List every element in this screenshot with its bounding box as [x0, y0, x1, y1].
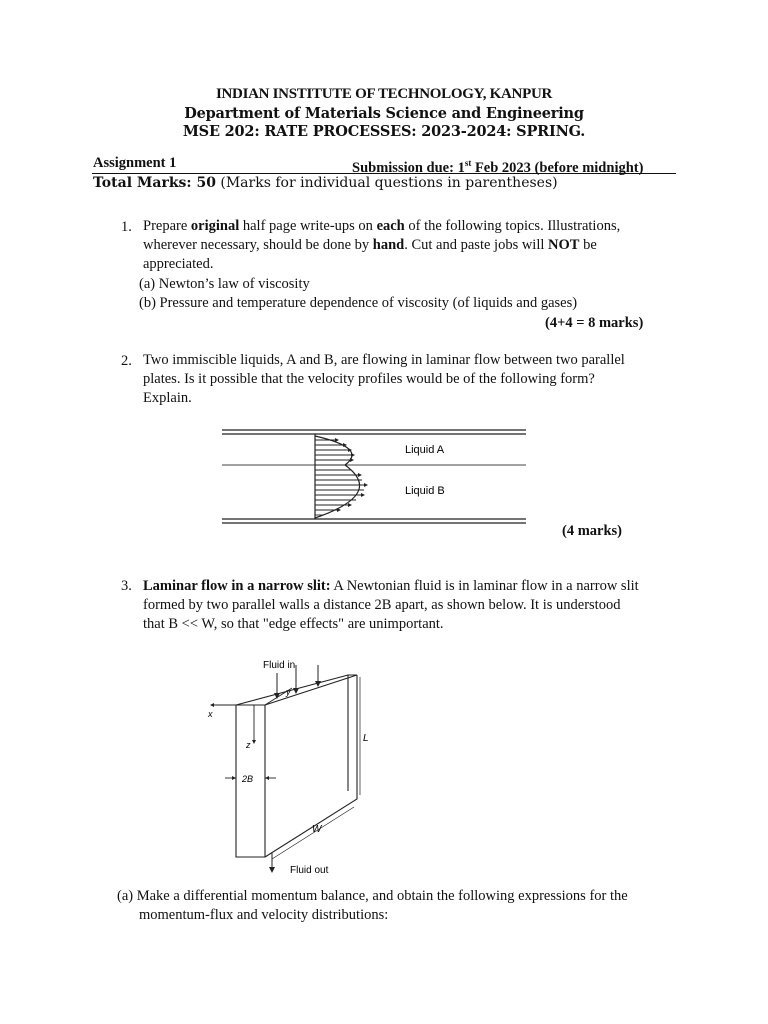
q3-line2: formed by two parallel walls a distance 2B apart, as shown below. It is understood	[143, 597, 621, 613]
fluid-in-label: Fluid in	[263, 660, 296, 671]
q1-line2	[143, 236, 683, 255]
q2-line2: plates. Is it possible that the velocity profiles would be of the following form?	[143, 371, 595, 387]
total-label: Total Marks: 50	[93, 175, 216, 191]
q1-l2a: wherever necessary, should be done by	[143, 237, 373, 253]
q1-t2: half page write-ups on	[239, 218, 377, 234]
q1-number: 1.	[121, 219, 132, 235]
y-axis-label: y	[286, 687, 291, 697]
q1-t3: of the following topics. Illustrations,	[404, 218, 621, 234]
q1-hand: hand	[372, 237, 405, 253]
due-prefix: Submission due: 1	[352, 159, 465, 176]
total-marks	[93, 174, 558, 193]
q3-line1	[143, 577, 683, 596]
q3-number: 3.	[121, 578, 132, 594]
liquid-a-label: Liquid A	[405, 444, 445, 456]
q1-marks: (4+4 = 8 marks)	[545, 315, 644, 331]
total-note: (Marks for individual questions in parentheses)	[215, 175, 558, 191]
institute-title: INDIAN INSTITUTE OF TECHNOLOGY, KANPUR	[215, 86, 553, 102]
q1-not: NOT	[548, 237, 580, 253]
q3-part-a-line1: (a) Make a differential momentum balance, and obtain the following expressions for the	[117, 888, 628, 904]
liquid-b-label: Liquid B	[405, 485, 445, 497]
q1-item-a: (a) Newton’s law of viscosity	[139, 276, 310, 292]
q2-number: 2.	[121, 353, 132, 369]
q1-l2e: be	[579, 237, 597, 253]
q1-text	[143, 217, 683, 274]
q1-original: original	[190, 218, 240, 234]
q2-line3: Explain.	[143, 390, 192, 406]
course-title: MSE 202: RATE PROCESSES: 2023-2024: SPRING.	[182, 123, 586, 140]
due-sup: st	[464, 158, 472, 168]
q3-part-a-line2: momentum-flux and velocity distributions:	[139, 907, 389, 923]
velocity-profile-figure	[220, 428, 530, 526]
q1-line3: appreciated.	[143, 256, 214, 272]
x-axis-label: x	[208, 709, 213, 719]
due-suffix: Feb 2023 (before midnight)	[471, 159, 644, 176]
q1-line1	[143, 217, 683, 236]
z-axis-label: z	[246, 740, 251, 750]
q2-marks: (4 marks)	[562, 523, 623, 539]
q2-text	[143, 351, 683, 408]
q1-each: each	[376, 218, 405, 234]
narrow-slit-figure	[200, 655, 380, 880]
q2-line1: Two immiscible liquids, A and B, are flowing in laminar flow between two parallel	[143, 352, 625, 368]
q3-title: Laminar flow in a narrow slit:	[143, 578, 331, 594]
department-title: Department of Materials Science and Engineering	[184, 105, 584, 122]
q3-line3: that B << W, so that "edge effects" are unimportant.	[143, 616, 444, 632]
fluid-out-label: Fluid out	[290, 865, 329, 876]
gap-label: 2B	[242, 774, 254, 784]
assignment-label: Assignment 1	[93, 155, 177, 171]
q3-line1-text: A Newtonian fluid is in laminar flow in a narrow slit	[330, 578, 639, 594]
width-label: W	[312, 824, 322, 835]
q1-item-b: (b) Pressure and temperature dependence of viscosity (of liquids and gases)	[139, 295, 578, 311]
length-label: L	[363, 733, 369, 744]
q1-l2c: . Cut and paste jobs will	[404, 237, 549, 253]
q3-text	[143, 577, 683, 634]
q1-t1: Prepare	[143, 218, 191, 234]
